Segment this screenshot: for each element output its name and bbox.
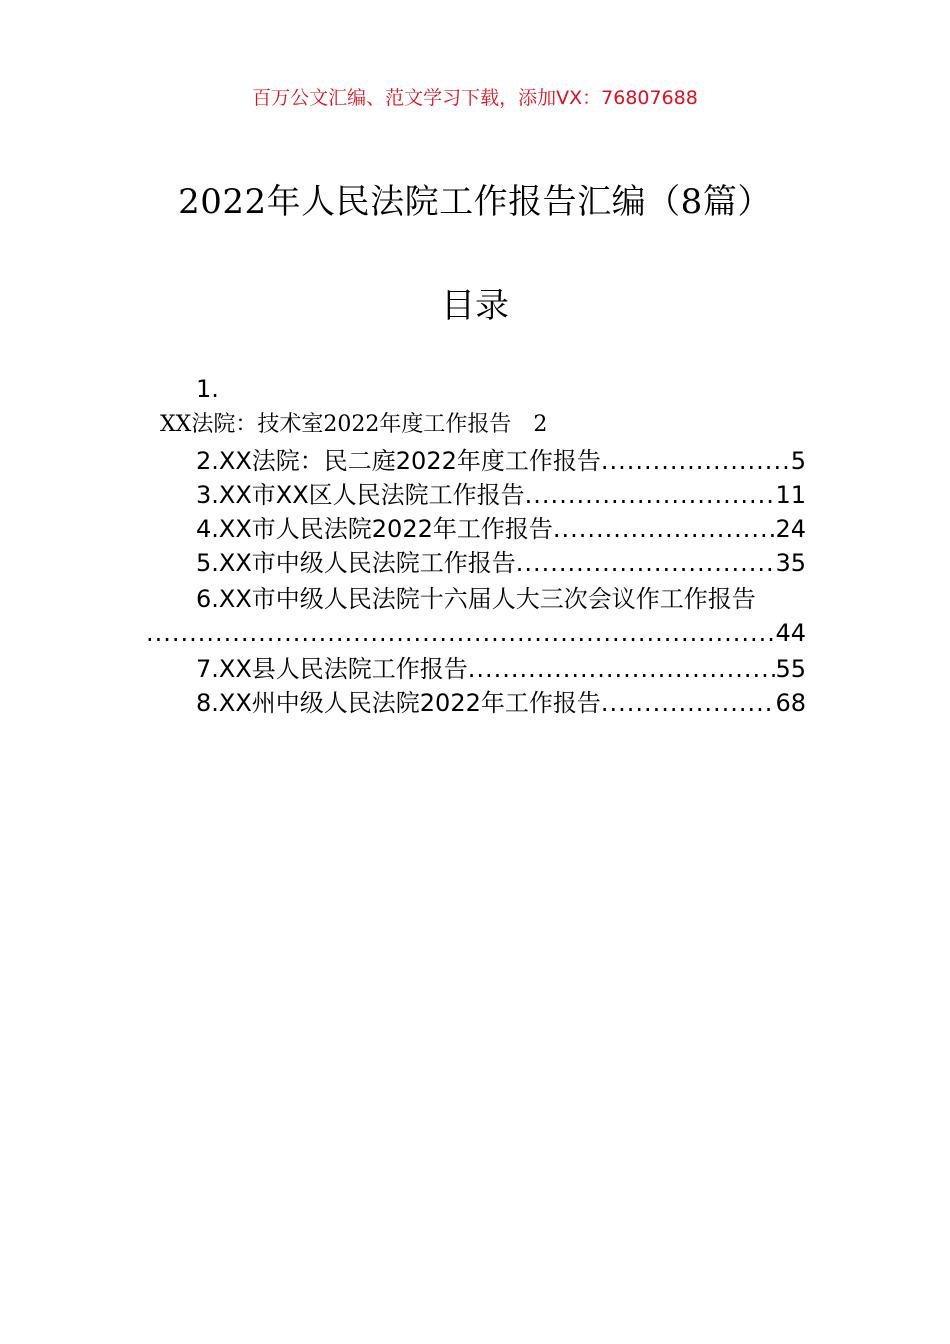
toc-entry-5[interactable] bbox=[196, 546, 806, 580]
toc-entry-7[interactable] bbox=[196, 652, 806, 686]
toc-entry-page: 68 bbox=[775, 689, 806, 717]
toc-entry-4[interactable] bbox=[196, 512, 806, 546]
document-title: 2022年人民法院工作报告汇编（8篇） bbox=[178, 182, 772, 222]
toc-entry-page: 24 bbox=[775, 515, 806, 543]
toc-leader-dots bbox=[516, 546, 776, 580]
toc-entry-page: 5 bbox=[790, 447, 806, 475]
toc-leader-dots bbox=[553, 512, 776, 546]
toc-entry-page: 35 bbox=[775, 549, 806, 577]
toc-entry-number: 1. bbox=[196, 375, 219, 403]
toc-entry-label: XX法院：技术室2022年度工作报告 bbox=[160, 412, 512, 437]
toc-entry-1-number[interactable] bbox=[196, 372, 219, 406]
toc-heading: 目录 bbox=[441, 286, 509, 326]
toc-entry-label: 4.XX市人民法院2022年工作报告 bbox=[196, 515, 553, 543]
toc-entry-label: 8.XX州中级人民法院2022年工作报告 bbox=[196, 689, 601, 717]
toc-entry-label: 2.XX法院：民二庭2022年度工作报告 bbox=[196, 447, 601, 475]
toc-leader-dots bbox=[525, 478, 776, 512]
header-banner: 百万公文汇编、范文学习下载，添加VX：76807688 bbox=[252, 87, 698, 109]
toc-entry-3[interactable] bbox=[196, 478, 806, 512]
toc-leader-dots bbox=[601, 444, 791, 478]
toc-entry-page: 11 bbox=[775, 481, 806, 509]
toc-entry-6-leader[interactable] bbox=[146, 616, 806, 650]
toc-entry-label: 5.XX市中级人民法院工作报告 bbox=[196, 549, 516, 577]
toc-entry-page: 44 bbox=[775, 619, 806, 647]
toc-entry-label: 3.XX市XX区人民法院工作报告 bbox=[196, 481, 525, 509]
toc-entry-2[interactable] bbox=[196, 444, 806, 478]
toc-entry-1[interactable] bbox=[160, 408, 547, 442]
toc-leader-dots bbox=[601, 686, 776, 720]
toc-entry-page: 55 bbox=[775, 655, 806, 683]
toc-entry-label: 7.XX县人民法院工作报告 bbox=[196, 655, 468, 683]
toc-entry-6[interactable] bbox=[196, 582, 806, 616]
toc-entry-8[interactable] bbox=[196, 686, 806, 720]
toc-entry-page: 2 bbox=[533, 412, 548, 437]
toc-leader-dots bbox=[468, 652, 776, 686]
toc-entry-label: 6.XX市中级人民法院十六届人大三次会议作工作报告 bbox=[196, 585, 756, 613]
toc-leader-dots bbox=[146, 616, 775, 650]
